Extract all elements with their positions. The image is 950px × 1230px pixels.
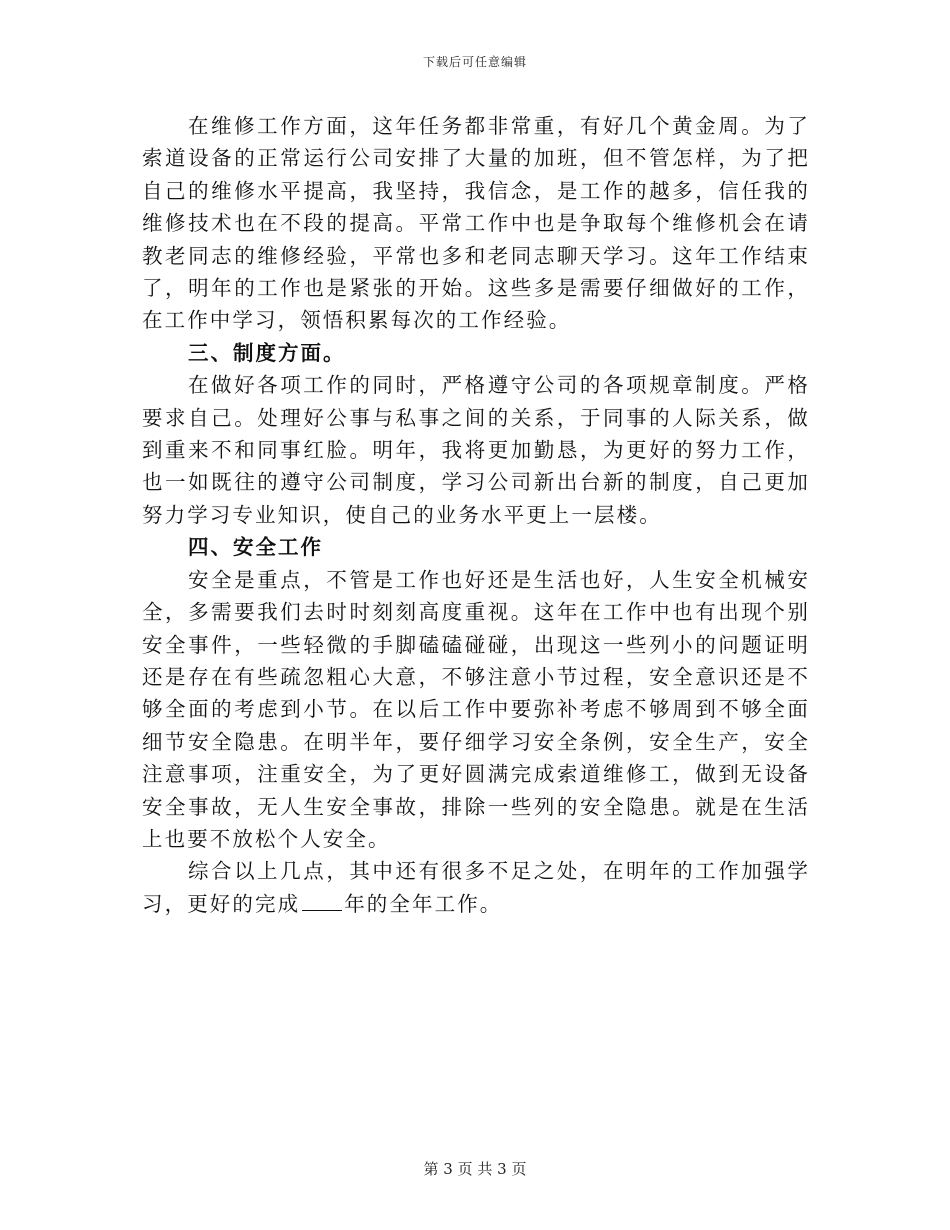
paragraph-maintenance: 在维修工作方面，这年任务都非常重，有好几个黄金周。为了索道设备的正常运行公司安排了大量的加班，但不管怎样，为了把自己的维修水平提高，我坚持，我信念，是工作的越多，信任我的维修技术也在不段的提高。平常工作中也是争取每个维修机会在请教老同志的维修经验，平常也多和老同志聊天学习。这年工作结束了，明年的工作也是紧张的开始。这些多是需要仔细做好的工作，在工作中学习，领悟积累每次的工作经验。 bbox=[142, 114, 810, 333]
page-footer: 第 3 页 共 3 页 bbox=[423, 1160, 527, 1178]
document-body bbox=[142, 110, 810, 920]
section-heading-safety: 四、安全工作 bbox=[188, 535, 323, 560]
paragraph-summary bbox=[142, 855, 810, 920]
fill-in-blank bbox=[302, 890, 342, 911]
paragraph-system: 在做好各项工作的同时，严格遵守公司的各项规章制度。严格要求自己。处理好公事与私事之间的关系，于同事的人际关系，做到重来不和同事红脸。明年，我将更加勤恳，为更好的努力工作，也一如既往的遵守公司制度，学习公司新出台新的制度，自己更加努力学习专业知识，使自己的业务水平更上一层楼。 bbox=[142, 373, 810, 527]
page-header: 下载后可任意编辑 bbox=[422, 55, 527, 69]
section-heading-system: 三、制度方面。 bbox=[188, 340, 346, 365]
paragraph-safety: 安全是重点，不管是工作也好还是生活也好，人生安全机械安全，多需要我们去时时刻刻高度重视。这年在工作中也有出现个别安全事件，一些轻微的手脚磕磕碰碰，出现这一些列小的问题证明还是存在有些疏忽粗心大意，不够注意小节过程，安全意识还是不够全面的考虑到小节。在以后工作中要弥补考虑不够周到不够全面细节安全隐患。在明半年，要仔细学习安全条例，安全生产，安全注意事项，注重安全，为了更好圆满完成索道维修工，做到无设备安全事故，无人生安全事故，排除一些列的安全隐患。就是在生活上也要不放松个人安全。 bbox=[142, 567, 810, 851]
summary-line2-after: 年的全年工作。 bbox=[344, 891, 503, 916]
summary-line2-before: 更好的完成 bbox=[187, 891, 301, 916]
summary-text: 综合以上几点，其中还有很多不足之处，在明年的工作加强学习， bbox=[142, 859, 810, 916]
